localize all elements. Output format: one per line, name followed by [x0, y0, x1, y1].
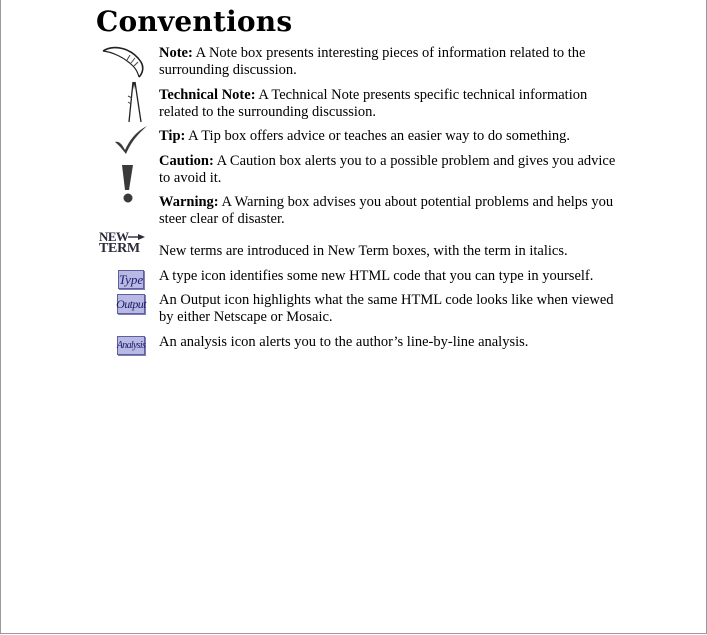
caution-label: Caution:: [159, 153, 214, 169]
analysis-text: An analysis icon alerts you to the author’s line-by-line analysis.: [159, 334, 529, 350]
technical-note-text: A Technical Note presents specific technical information related to the surrounding discussion.: [159, 87, 588, 120]
caution-entry: [159, 153, 619, 187]
tweezers-icon: [124, 80, 146, 124]
analysis-icon: [117, 336, 145, 355]
new-term-icon-line1: NEW: [99, 229, 129, 244]
output-icon: [117, 294, 145, 314]
technical-note-entry: [159, 87, 619, 121]
caution-text: A Caution box alerts you to a possible problem and gives you advice to avoid it.: [159, 153, 616, 186]
new-term-icon-line2: TERM: [99, 241, 140, 256]
checkmark-icon: [113, 125, 149, 155]
output-text: An Output icon highlights what the same HTML code looks like when viewed by either Netscape or Mosaic.: [159, 292, 614, 325]
type-icon: [118, 270, 144, 289]
tip-text: A Tip box offers advice or teaches an easier way to do something.: [185, 128, 571, 144]
output-icon-label: Output: [116, 296, 146, 311]
new-term-text: New terms are introduced in New Term boxes, with the term in italics.: [159, 243, 568, 259]
type-entry: [159, 268, 619, 285]
warning-entry: [159, 194, 619, 228]
warning-text: A Warning box advises you about potential problems and helps you steer clear of disaster.: [159, 194, 614, 227]
tip-label: Tip:: [159, 128, 186, 144]
type-icon-label: Type: [118, 271, 144, 287]
page-title: Conventions: [96, 5, 293, 38]
warning-label: Warning:: [159, 194, 219, 210]
note-label: Note:: [159, 45, 193, 61]
type-text: A type icon identifies some new HTML code that you can type in yourself.: [159, 268, 594, 284]
new-term-entry: [159, 243, 619, 260]
output-entry: [159, 292, 619, 326]
new-term-arrow-icon: [128, 233, 146, 241]
technical-note-label: Technical Note:: [159, 87, 256, 103]
note-text: A Note box presents interesting pieces of information related to the surrounding discussion.: [159, 45, 586, 78]
note-entry: [159, 45, 619, 79]
analysis-entry: [159, 334, 619, 351]
feather-quill-icon: [100, 44, 148, 80]
tip-entry: [159, 128, 619, 145]
analysis-icon-label: Analysis: [116, 340, 146, 351]
exclamation-icon: [117, 163, 139, 205]
